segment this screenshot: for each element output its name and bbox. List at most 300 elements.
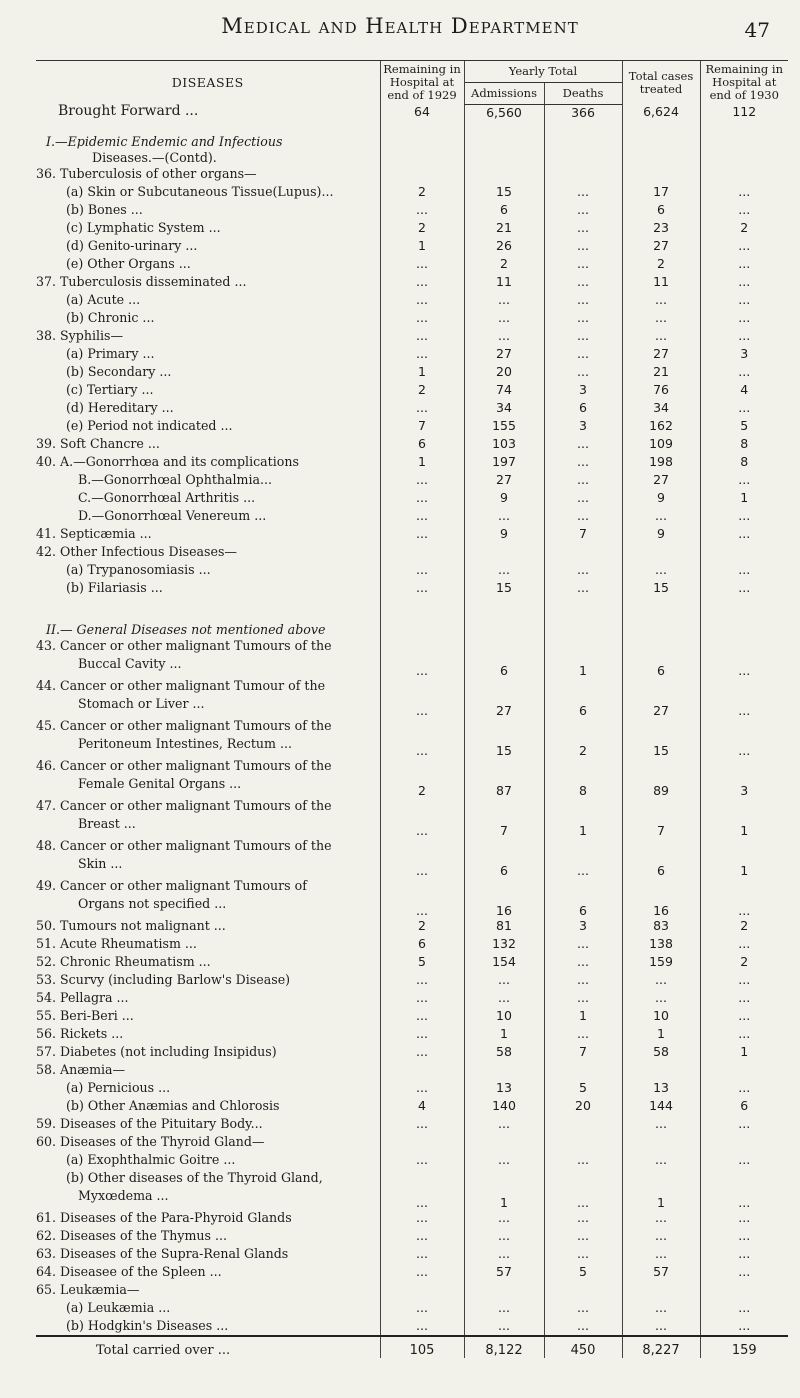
deaths-cell — [544, 1062, 622, 1080]
deaths-cell: ... — [544, 1228, 622, 1246]
remaining-1929-cell: ... — [380, 1264, 464, 1282]
disease-label: (d) Hereditary ... — [66, 400, 174, 415]
remaining-1929-cell: ... — [380, 696, 464, 718]
admissions-cell: 26 — [464, 238, 544, 256]
admissions-cell — [464, 166, 544, 184]
disease-label: Stomach or Liver ... — [78, 696, 205, 711]
total-treated-cell — [622, 598, 700, 622]
deaths-cell: ... — [544, 954, 622, 972]
deaths-cell: 20 — [544, 1098, 622, 1116]
remaining-1930-cell: 2 — [700, 954, 788, 972]
table-row — [36, 1044, 788, 1062]
remaining-1930-cell: ... — [700, 1264, 788, 1282]
table-row — [36, 274, 788, 292]
total-treated-cell — [622, 134, 700, 150]
total-treated-cell: 159 — [622, 954, 700, 972]
table-row — [36, 472, 788, 490]
remaining-1930-cell: ... — [700, 1008, 788, 1026]
remaining-1929-cell: ... — [380, 526, 464, 544]
admissions-cell: 15 — [464, 736, 544, 758]
total-treated-cell: 9 — [622, 490, 700, 508]
disease-label: (b) Hodgkin's Diseases ... — [66, 1318, 229, 1333]
admissions-cell: 16 — [464, 896, 544, 918]
deaths-cell — [544, 758, 622, 776]
table-row — [36, 1210, 788, 1228]
total-treated-cell: 83 — [622, 918, 700, 936]
table-row — [36, 1026, 788, 1044]
table-row — [36, 490, 788, 508]
admissions-cell: ... — [464, 1116, 544, 1134]
table-row — [36, 1152, 788, 1170]
table-row — [36, 328, 788, 346]
deaths-cell: ... — [544, 1318, 622, 1336]
admissions-cell: 9 — [464, 526, 544, 544]
total-treated-cell — [622, 638, 700, 656]
table-row — [36, 1116, 788, 1134]
deaths-cell: ... — [544, 990, 622, 1008]
disease-label: (a) Primary ... — [66, 346, 155, 361]
disease-label: Buccal Cavity ... — [78, 656, 182, 671]
admissions-cell: ... — [464, 328, 544, 346]
remaining-1930-cell: 1 — [700, 1044, 788, 1062]
admissions-cell — [464, 718, 544, 736]
disease-label — [36, 598, 380, 622]
remaining-1930-cell — [700, 878, 788, 896]
disease-label: Organs not specified ... — [78, 896, 227, 911]
total-treated-cell: 27 — [622, 238, 700, 256]
admissions-cell: 154 — [464, 954, 544, 972]
admissions-cell — [464, 838, 544, 856]
disease-label: 45. Cancer or other malignant Tumours of the — [36, 718, 332, 733]
total-treated-cell: 57 — [622, 1264, 700, 1282]
disease-label: 57. Diabetes (not including Insipidus) — [36, 1044, 277, 1059]
total-treated-cell — [622, 718, 700, 736]
remaining-1930-cell — [700, 798, 788, 816]
table-row — [36, 184, 788, 202]
remaining-1929-cell — [380, 798, 464, 816]
total-treated-cell: 16 — [622, 896, 700, 918]
admissions-cell: 11 — [464, 274, 544, 292]
admissions-cell: ... — [464, 508, 544, 526]
table-row — [36, 1170, 788, 1188]
remaining-1929-cell: 6 — [380, 936, 464, 954]
disease-label: I.—Epidemic Endemic and Infectious — [46, 134, 283, 149]
admissions-cell: 27 — [464, 346, 544, 364]
deaths-cell — [544, 878, 622, 896]
remaining-1929-cell — [380, 1062, 464, 1080]
total-treated-cell: ... — [622, 562, 700, 580]
disease-label: 60. Diseases of the Thyroid Gland— — [36, 1134, 265, 1149]
total-treated-cell: ... — [622, 990, 700, 1008]
deaths-cell: ... — [544, 310, 622, 328]
table-row — [36, 758, 788, 776]
deaths-cell: ... — [544, 274, 622, 292]
deaths-cell: 3 — [544, 382, 622, 400]
disease-label: 51. Acute Rheumatism ... — [36, 936, 197, 951]
table-row — [36, 150, 788, 166]
table-row — [36, 798, 788, 816]
remaining-1929-cell: ... — [380, 274, 464, 292]
admissions-cell — [464, 1170, 544, 1188]
deaths-cell: ... — [544, 972, 622, 990]
total-treated-cell: ... — [622, 972, 700, 990]
total-treated-cell: 6 — [622, 202, 700, 220]
total-row — [36, 1336, 788, 1358]
remaining-1929-cell: 1 — [380, 364, 464, 382]
table-row — [36, 1282, 788, 1300]
admissions-cell: ... — [464, 1318, 544, 1336]
deaths-cell: 3 — [544, 918, 622, 936]
remaining-1930-cell: ... — [700, 328, 788, 346]
admissions-cell: 155 — [464, 418, 544, 436]
table-row — [36, 954, 788, 972]
page-title: Medical and Health Department — [221, 14, 579, 38]
table-row — [36, 364, 788, 382]
deaths-cell: 5 — [544, 1080, 622, 1098]
deaths-cell — [544, 544, 622, 562]
remaining-1929-cell: ... — [380, 736, 464, 758]
remaining-1929-cell: 5 — [380, 954, 464, 972]
deaths-cell: 6 — [544, 896, 622, 918]
admissions-cell: 6 — [464, 656, 544, 678]
total-treated-cell: 2 — [622, 256, 700, 274]
table-row — [36, 310, 788, 328]
total-treated-cell: 89 — [622, 776, 700, 798]
remaining-1930-cell: 8 — [700, 454, 788, 472]
disease-label: 42. Other Infectious Diseases— — [36, 544, 238, 559]
disease-label: 50. Tumours not malignant ... — [36, 918, 226, 933]
remaining-1929-cell: ... — [380, 896, 464, 918]
disease-label: (b) Bones ... — [66, 202, 143, 217]
remaining-1930-cell: ... — [700, 656, 788, 678]
remaining-1930-cell: ... — [700, 1318, 788, 1336]
deaths-cell — [544, 838, 622, 856]
remaining-1930-cell: ... — [700, 1300, 788, 1318]
disease-label: 37. Tuberculosis disseminated ... — [36, 274, 247, 289]
remaining-1929-cell: ... — [380, 562, 464, 580]
total-treated-cell: 7 — [622, 816, 700, 838]
remaining-1929-cell: 2 — [380, 382, 464, 400]
remaining-1930-cell: ... — [700, 580, 788, 598]
total-treated-cell: 27 — [622, 696, 700, 718]
col-header-remaining-1930: Remaining in Hospital at end of 1930 — [700, 61, 788, 105]
remaining-1930-cell — [700, 544, 788, 562]
total-treated-cell: 6 — [622, 856, 700, 878]
deaths-cell — [544, 134, 622, 150]
remaining-1930-cell: ... — [700, 562, 788, 580]
table-row — [36, 202, 788, 220]
total-treated-cell: 27 — [622, 346, 700, 364]
table-row — [36, 878, 788, 896]
remaining-1929-cell: ... — [380, 990, 464, 1008]
admissions-cell: 103 — [464, 436, 544, 454]
remaining-1930-cell — [700, 166, 788, 184]
table-row — [36, 166, 788, 184]
table-row — [36, 622, 788, 638]
col-header-deaths: Deaths — [544, 82, 622, 104]
disease-label: (a) Acute ... — [66, 292, 141, 307]
table-row — [36, 508, 788, 526]
table-row — [36, 718, 788, 736]
disease-label: (b) Secondary ... — [66, 364, 172, 379]
remaining-1930-cell: ... — [700, 1210, 788, 1228]
disease-label: Skin ... — [78, 856, 123, 871]
remaining-1929-cell — [380, 758, 464, 776]
table-row — [36, 918, 788, 936]
disease-label: 49. Cancer or other malignant Tumours of — [36, 878, 307, 893]
remaining-1930-cell: 1 — [700, 490, 788, 508]
disease-label: (b) Other diseases of the Thyroid Gland, — [66, 1170, 323, 1185]
remaining-1930-cell: ... — [700, 696, 788, 718]
admissions-cell: 140 — [464, 1098, 544, 1116]
remaining-1929-cell — [380, 678, 464, 696]
disease-label: 64. Diseasee of the Spleen ... — [36, 1264, 222, 1279]
disease-label: (c) Tertiary ... — [66, 382, 154, 397]
admissions-cell — [464, 1282, 544, 1300]
admissions-cell: ... — [464, 1210, 544, 1228]
table-row — [36, 1008, 788, 1026]
disease-label: 46. Cancer or other malignant Tumours of the — [36, 758, 332, 773]
deaths-cell: 6 — [544, 696, 622, 718]
total-treated-cell — [622, 1134, 700, 1152]
deaths-cell: ... — [544, 256, 622, 274]
remaining-1929-cell: ... — [380, 346, 464, 364]
remaining-1929-cell: 2 — [380, 184, 464, 202]
disease-label: 44. Cancer or other malignant Tumour of the — [36, 678, 326, 693]
deaths-cell: ... — [544, 292, 622, 310]
disease-label: 61. Diseases of the Para-Phyroid Glands — [36, 1210, 292, 1225]
deaths-cell: ... — [544, 580, 622, 598]
remaining-1930-cell: ... — [700, 526, 788, 544]
remaining-1929-cell: ... — [380, 472, 464, 490]
disease-label: 47. Cancer or other malignant Tumours of the — [36, 798, 332, 813]
remaining-1930-cell — [700, 150, 788, 166]
remaining-1930-cell: ... — [700, 896, 788, 918]
remaining-1929-cell — [380, 622, 464, 638]
disease-label: 55. Beri-Beri ... — [36, 1008, 134, 1023]
admissions-cell: ... — [464, 1246, 544, 1264]
total-treated-cell — [622, 622, 700, 638]
remaining-1930-cell: 2 — [700, 918, 788, 936]
remaining-1929-cell: ... — [380, 508, 464, 526]
remaining-1929-cell: ... — [380, 1246, 464, 1264]
total-remaining-1929: 105 — [380, 1336, 464, 1358]
deaths-cell: 366 — [544, 104, 622, 134]
deaths-cell: ... — [544, 454, 622, 472]
deaths-cell: ... — [544, 184, 622, 202]
table-row — [36, 1318, 788, 1336]
deaths-cell: ... — [544, 508, 622, 526]
deaths-cell — [544, 1170, 622, 1188]
admissions-cell: ... — [464, 562, 544, 580]
total-treated-cell: ... — [622, 1116, 700, 1134]
table-row — [36, 104, 788, 134]
disease-label: 41. Septicæmia ... — [36, 526, 152, 541]
deaths-cell: 6 — [544, 400, 622, 418]
table-row — [36, 134, 788, 150]
col-header-admissions: Admissions — [464, 82, 544, 104]
total-treated-cell: 34 — [622, 400, 700, 418]
col-header-yearly-total: Yearly Total — [464, 61, 622, 83]
admissions-cell: 21 — [464, 220, 544, 238]
remaining-1929-cell — [380, 878, 464, 896]
deaths-cell: ... — [544, 202, 622, 220]
remaining-1929-cell — [380, 1170, 464, 1188]
disease-label: Brought Forward ... — [58, 104, 199, 119]
admissions-cell — [464, 1134, 544, 1152]
total-treated-cell: 162 — [622, 418, 700, 436]
total-treated-cell — [622, 758, 700, 776]
total-treated-cell — [622, 678, 700, 696]
admissions-cell: 27 — [464, 696, 544, 718]
total-treated-cell: ... — [622, 292, 700, 310]
total-label: Total carried over ... — [36, 1336, 380, 1358]
disease-label: (d) Genito-urinary ... — [66, 238, 198, 253]
deaths-cell: ... — [544, 238, 622, 256]
table-body — [36, 104, 788, 1358]
total-treated-cell — [622, 1170, 700, 1188]
remaining-1929-cell: ... — [380, 256, 464, 274]
remaining-1929-cell: ... — [380, 1188, 464, 1210]
total-treated-cell: ... — [622, 1210, 700, 1228]
deaths-cell — [544, 678, 622, 696]
total-treated: 8,227 — [622, 1336, 700, 1358]
disease-label: Female Genital Organs ... — [78, 776, 242, 791]
total-treated-cell — [622, 798, 700, 816]
deaths-cell: ... — [544, 1152, 622, 1170]
admissions-cell: 81 — [464, 918, 544, 936]
disease-label: 39. Soft Chancre ... — [36, 436, 160, 451]
total-treated-cell: 21 — [622, 364, 700, 382]
deaths-cell: 1 — [544, 1008, 622, 1026]
table-row — [36, 936, 788, 954]
total-treated-cell — [622, 878, 700, 896]
deaths-cell — [544, 1116, 622, 1134]
remaining-1930-cell: ... — [700, 1188, 788, 1210]
admissions-cell: 6,560 — [464, 104, 544, 134]
total-treated-cell: 17 — [622, 184, 700, 202]
admissions-cell: 10 — [464, 1008, 544, 1026]
disease-label: (a) Skin or Subcutaneous Tissue(Lupus)... — [66, 184, 334, 199]
admissions-cell: 20 — [464, 364, 544, 382]
total-treated-cell: ... — [622, 328, 700, 346]
remaining-1929-cell: ... — [380, 400, 464, 418]
admissions-cell — [464, 598, 544, 622]
disease-label: (a) Leukæmia ... — [66, 1300, 171, 1315]
deaths-cell — [544, 718, 622, 736]
remaining-1930-cell: ... — [700, 364, 788, 382]
remaining-1929-cell: ... — [380, 1210, 464, 1228]
disease-label: 58. Anæmia— — [36, 1062, 126, 1077]
remaining-1929-cell: 6 — [380, 436, 464, 454]
remaining-1930-cell: ... — [700, 238, 788, 256]
remaining-1929-cell: 1 — [380, 238, 464, 256]
remaining-1929-cell: ... — [380, 1026, 464, 1044]
remaining-1929-cell: 7 — [380, 418, 464, 436]
table-row — [36, 1062, 788, 1080]
remaining-1929-cell — [380, 638, 464, 656]
remaining-1930-cell: ... — [700, 1246, 788, 1264]
deaths-cell: 5 — [544, 1264, 622, 1282]
remaining-1929-cell — [380, 134, 464, 150]
table-row — [36, 220, 788, 238]
total-deaths: 450 — [544, 1336, 622, 1358]
total-treated-cell: 6 — [622, 656, 700, 678]
disease-label: 62. Diseases of the Thymus ... — [36, 1228, 227, 1243]
diseases-table — [36, 60, 788, 1358]
remaining-1930-cell: ... — [700, 1116, 788, 1134]
remaining-1930-cell: ... — [700, 508, 788, 526]
admissions-cell: ... — [464, 310, 544, 328]
table-row — [36, 776, 788, 798]
admissions-cell: 7 — [464, 816, 544, 838]
table-row — [36, 656, 788, 678]
remaining-1929-cell — [380, 838, 464, 856]
admissions-cell: ... — [464, 972, 544, 990]
total-treated-cell: ... — [622, 508, 700, 526]
total-treated-cell: 144 — [622, 1098, 700, 1116]
remaining-1929-cell: ... — [380, 1318, 464, 1336]
disease-label: 56. Rickets ... — [36, 1026, 124, 1041]
admissions-cell: 2 — [464, 256, 544, 274]
remaining-1929-cell — [380, 544, 464, 562]
table-row — [36, 382, 788, 400]
remaining-1930-cell: ... — [700, 202, 788, 220]
table-row — [36, 598, 788, 622]
disease-label: 54. Pellagra ... — [36, 990, 129, 1005]
table-row — [36, 1246, 788, 1264]
total-treated-cell: 23 — [622, 220, 700, 238]
remaining-1929-cell — [380, 1134, 464, 1152]
remaining-1929-cell — [380, 718, 464, 736]
admissions-cell: 1 — [464, 1188, 544, 1210]
remaining-1929-cell: ... — [380, 1228, 464, 1246]
admissions-cell: 6 — [464, 856, 544, 878]
remaining-1930-cell — [700, 758, 788, 776]
table-row — [36, 1300, 788, 1318]
admissions-cell: 27 — [464, 472, 544, 490]
disease-label: (e) Other Organs ... — [66, 256, 191, 271]
remaining-1930-cell: ... — [700, 1080, 788, 1098]
deaths-cell — [544, 150, 622, 166]
disease-label: 59. Diseases of the Pituitary Body... — [36, 1116, 263, 1131]
remaining-1930-cell: 4 — [700, 382, 788, 400]
table-row — [36, 838, 788, 856]
admissions-cell: ... — [464, 292, 544, 310]
deaths-cell: 7 — [544, 1044, 622, 1062]
total-treated-cell: 15 — [622, 580, 700, 598]
col-header-total-treated: Total cases treated — [622, 61, 700, 105]
total-treated-cell: 109 — [622, 436, 700, 454]
total-treated-cell: 1 — [622, 1188, 700, 1210]
table-row — [36, 896, 788, 918]
table-row — [36, 544, 788, 562]
disease-label: 38. Syphilis— — [36, 328, 124, 343]
total-treated-cell: ... — [622, 310, 700, 328]
table-row — [36, 292, 788, 310]
admissions-cell: ... — [464, 990, 544, 1008]
disease-label: (e) Period not indicated ... — [66, 418, 233, 433]
remaining-1930-cell: ... — [700, 400, 788, 418]
remaining-1929-cell — [380, 150, 464, 166]
total-treated-cell: 6,624 — [622, 104, 700, 134]
remaining-1929-cell: 2 — [380, 220, 464, 238]
remaining-1930-cell: 112 — [700, 104, 788, 134]
admissions-cell: 15 — [464, 580, 544, 598]
admissions-cell — [464, 134, 544, 150]
disease-label: Breast ... — [78, 816, 136, 831]
admissions-cell: 13 — [464, 1080, 544, 1098]
